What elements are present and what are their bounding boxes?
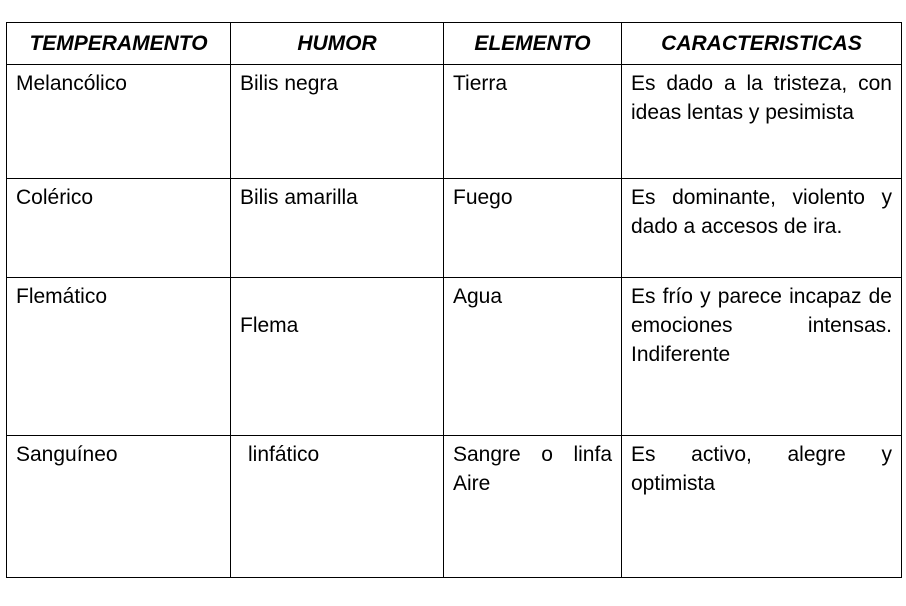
cell-temperamento [7, 278, 231, 436]
cell-temperamento [7, 436, 231, 578]
cell-caracteristicas [622, 278, 902, 436]
temperaments-table [6, 22, 902, 578]
temperamento-text: Colérico [16, 186, 94, 209]
cell-elemento [444, 278, 622, 436]
header-elemento: ELEMENTO [444, 23, 622, 65]
header-caracteristicas: CARACTERISTICAS [622, 23, 902, 65]
elemento-text: Fuego [453, 186, 513, 209]
cell-caracteristicas [622, 65, 902, 179]
cell-humor [231, 65, 444, 179]
elemento-text: Agua [453, 285, 503, 308]
header-humor: HUMOR [231, 23, 444, 65]
caracteristicas-text: Es activo, alegre y optimista [631, 443, 892, 495]
table-row [7, 179, 902, 278]
elemento-text: Sangre o linfa Aire [453, 443, 612, 495]
cell-elemento [444, 179, 622, 278]
cell-temperamento [7, 65, 231, 179]
table-row [7, 436, 902, 578]
cell-humor [231, 278, 444, 436]
humor-text: Bilis amarilla [240, 186, 358, 209]
temperamento-text: Melancólico [16, 72, 127, 95]
header-temperamento: TEMPERAMENTO [7, 23, 231, 65]
caracteristicas-text: Es dominante, violento y dado a accesos de ira. [631, 186, 892, 238]
temperamento-text: Sanguíneo [16, 443, 118, 466]
cell-humor [231, 436, 444, 578]
cell-caracteristicas [622, 179, 902, 278]
cell-elemento [444, 65, 622, 179]
table-header-row [7, 23, 902, 65]
cell-humor [231, 179, 444, 278]
table-row [7, 278, 902, 436]
humor-text: linfático [248, 443, 320, 466]
caracteristicas-text: Es frío y parece incapaz de emociones intensas. Indiferente [631, 285, 892, 366]
humor-text: Bilis negra [240, 72, 339, 95]
humor-text: Flema [240, 314, 299, 337]
cell-temperamento [7, 179, 231, 278]
cell-elemento [444, 436, 622, 578]
temperamento-text: Flemático [16, 285, 108, 308]
elemento-text: Tierra [453, 72, 508, 95]
cell-caracteristicas [622, 436, 902, 578]
caracteristicas-text: Es dado a la tristeza, con ideas lentas y pesimista [631, 72, 892, 124]
table-row [7, 65, 902, 179]
